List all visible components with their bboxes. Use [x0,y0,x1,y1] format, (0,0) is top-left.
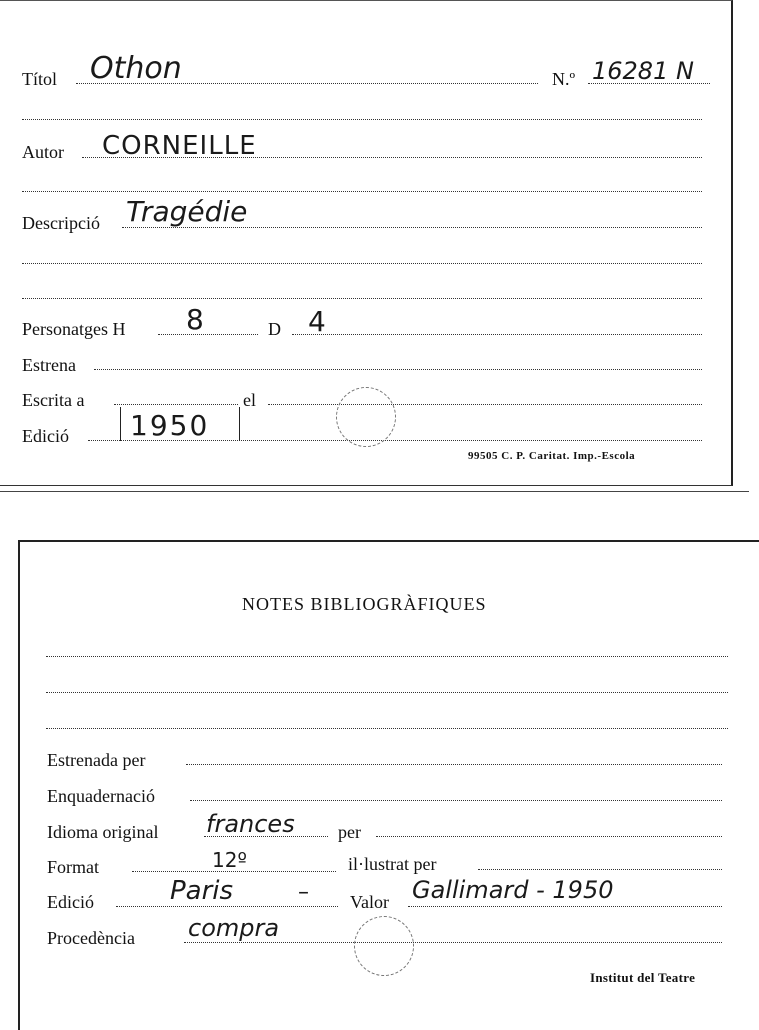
illustrat-label: il·lustrat per [348,854,437,874]
titol-value: Othon [90,51,182,86]
personatges-h-label: Personatges H [22,319,126,339]
personatges-d-value: 4 [308,305,326,338]
edicio-value: 1950 [130,409,210,442]
catalog-card-front [0,0,733,486]
autor-label: Autor [22,142,64,162]
format-value: 12º [212,848,247,872]
blank-line [22,263,702,264]
blank-line [22,191,702,192]
idioma-per-line [376,836,722,837]
enquadernacio-label: Enquadernació [47,786,155,806]
personatges-h-line [158,334,258,335]
idioma-label: Idioma original [47,822,159,842]
el-line [268,404,702,405]
estrena-label: Estrena [22,355,76,375]
illustrat-line [478,869,722,870]
procedencia-line [184,942,722,943]
personatges-h-value: 8 [186,303,204,336]
autor-value: CORNEILLE [102,131,257,161]
estrena-line [94,369,702,370]
edicio-back-line [116,906,338,907]
escrita-line [114,404,238,405]
personatges-d-line [292,334,702,335]
el-label: el [243,390,256,410]
edicio-back-value: Paris [170,876,234,906]
catalog-card-back [18,540,759,1030]
valor-label: Valor [350,892,389,912]
procedencia-value: compra [188,914,280,942]
escrita-label: Escrita a [22,390,85,410]
descripcio-value: Tragédie [126,195,248,228]
notes-heading: NOTES BIBLIOGRÀFIQUES [242,594,487,614]
procedencia-label: Procedència [47,928,135,948]
edicio-back-label: Edició [47,892,94,912]
personatges-d-label: D [268,319,281,339]
estrenada-line [186,764,722,765]
stamp-hole [336,387,396,447]
stamp-hole [354,916,414,976]
format-label: Format [47,857,99,877]
blank-line [22,298,702,299]
titol-label: Títol [22,69,57,89]
institution-name: Institut del Teatre [590,970,696,985]
edicio-back-dash: – [298,880,309,905]
valor-line [408,906,722,907]
numero-value: 16281 N [592,57,694,85]
valor-value: Gallimard - 1950 [412,876,614,904]
edicio-label: Edició [22,426,69,446]
separator-line [0,491,749,492]
descripcio-label: Descripció [22,213,100,233]
blank-line [22,119,702,120]
enquadernacio-line [190,800,722,801]
idioma-per-label: per [338,822,361,842]
idioma-value: frances [206,810,295,838]
printer-imprint: 99505 C. P. Caritat. Imp.-Escola [468,450,636,462]
blank-line [46,656,728,657]
blank-line [46,728,728,729]
estrenada-label: Estrenada per [47,750,146,770]
blank-line [46,692,728,693]
numero-label: N.º [552,69,576,89]
